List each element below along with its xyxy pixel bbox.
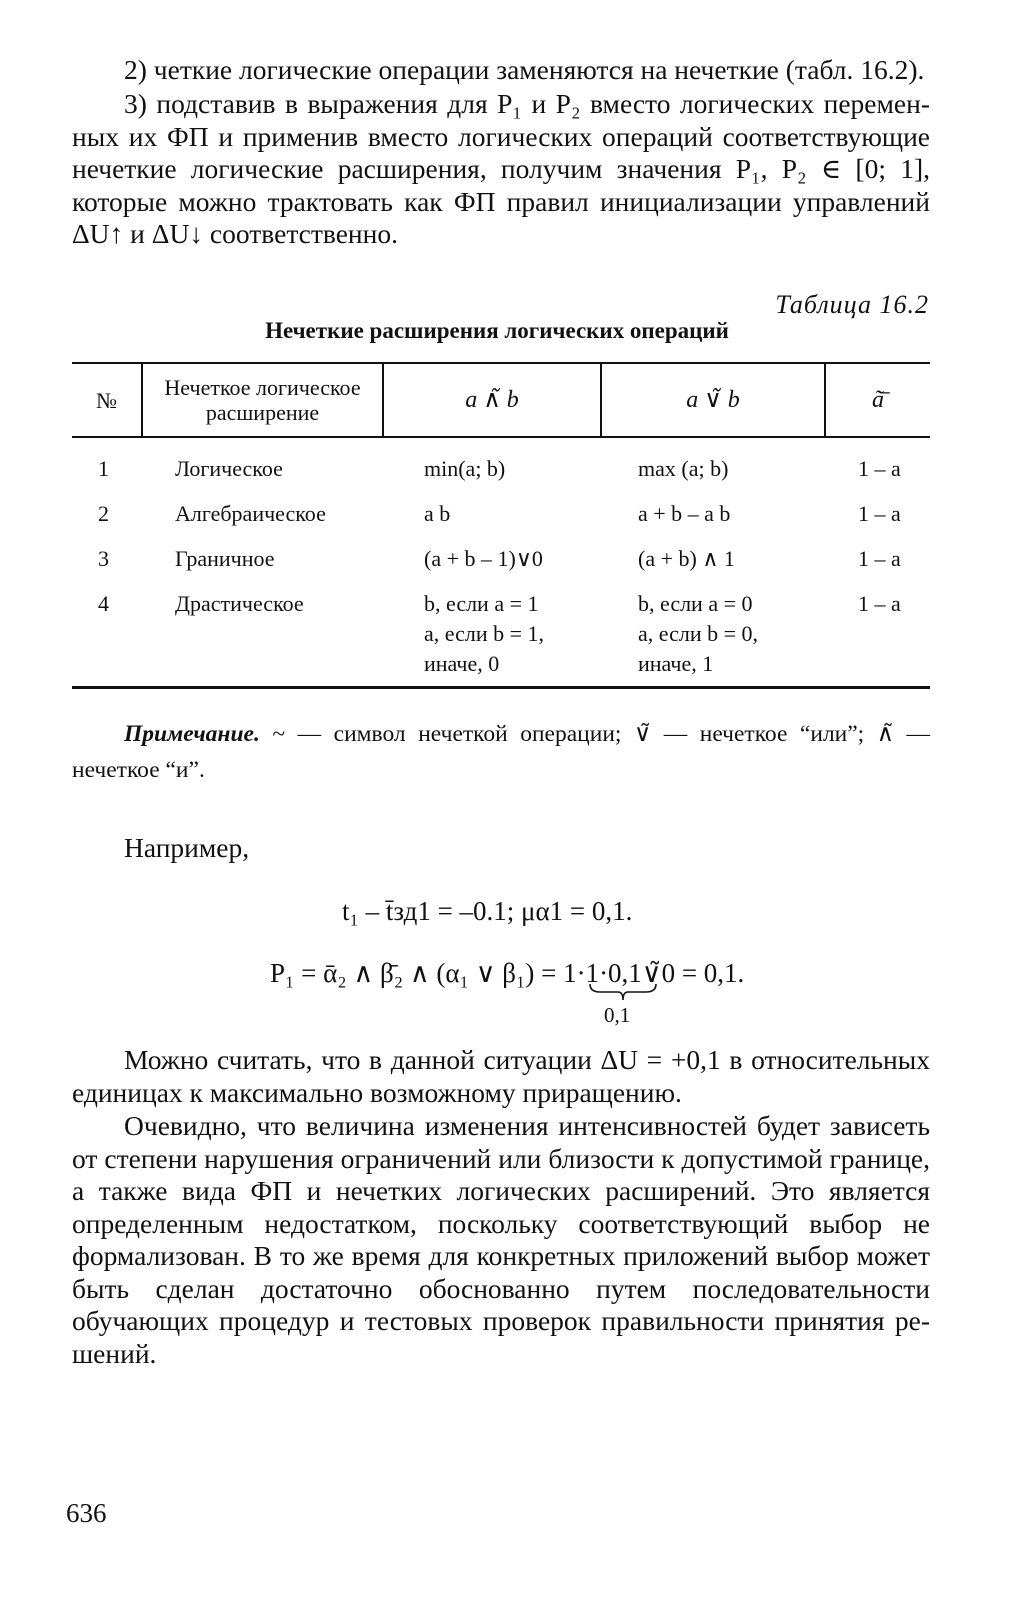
paragraph-discussion: [72, 1110, 930, 1370]
paragraph-text: Очевидно, что величина изменения интенсивностей будет зависеть от степени нарушения ограничений или близости к допустимой границе, а также вида ФП и нечетких логических расширений. Это является определенным недостатком, поскольку соответствующий выбор не формализован. В то же время для конкретных приложений выбор может быть сделан достаточно обоснованно путем последовательности обучающих процедур и тестовых проверок правильности принятия решений.: [72, 1110, 930, 1369]
row-number: 1: [98, 456, 109, 481]
row-not: 1 – a: [858, 546, 901, 571]
row-and-line: b, если a = 1: [424, 591, 539, 616]
row-or-line: иначе, 1: [638, 651, 714, 676]
equation-2: P₁ = ᾱ₂ ∧ β̄₂ ∧ (α₁ ∨ β₁) = 1·1·0,1∨̃0 = 0,1.: [270, 958, 745, 988]
row-not: 1 – a: [858, 501, 901, 526]
paragraph-item-2: [72, 54, 930, 87]
header-extension: Нечеткое логическое расширение: [164, 375, 361, 425]
row-not: 1 – a: [858, 456, 901, 481]
table-caption: Таблица 16.2: [775, 290, 929, 319]
note-label: Примечание.: [124, 721, 260, 747]
header-not: [826, 364, 930, 436]
row-and-line: a, если b = 1,: [424, 621, 545, 646]
header-number: №: [96, 387, 117, 413]
header-and-text: a ∧̃ b: [465, 386, 519, 413]
table-title: Нечеткие расширения логических операций: [265, 318, 729, 343]
row-name: Драстическое: [175, 591, 304, 616]
example-intro: Например,: [124, 832, 250, 863]
row-and: min(a; b): [424, 456, 506, 481]
row-or: a + b – a b: [638, 501, 731, 526]
table-bottom-rule: [72, 686, 930, 689]
row-and-line: иначе, 0: [424, 651, 500, 676]
table-note: [72, 716, 930, 788]
header-not-text: ã̄: [872, 386, 884, 413]
row-or-line: b, если a = 0: [638, 591, 753, 616]
row-or: max (a; b): [638, 456, 729, 481]
row-or-line: a, если b = 0,: [638, 621, 759, 646]
row-name: Алгебраическое: [175, 501, 326, 526]
row-and: (a + b – 1)∨0: [424, 546, 543, 571]
row-name: Граничное: [175, 546, 275, 571]
table-header-rule: [72, 436, 930, 438]
header-and: [384, 364, 600, 436]
row-and: a b: [424, 501, 451, 526]
paragraph-text: 2) четкие логические операции заменяются на нечеткие (табл. 16.2).: [124, 54, 925, 85]
row-or: (a + b) ∧ 1: [638, 546, 735, 571]
paragraph-conclusion: [72, 1044, 930, 1109]
underbrace-icon: [588, 982, 658, 1002]
note-text: ~ — символ нечеткой операции; ∨̃ — нечеткое “или”; ∧̃ — нечеткое “и”.: [72, 721, 930, 783]
underbrace-label: 0,1: [604, 1003, 631, 1027]
paragraph-text: Можно считать, что в данной ситуации ΔU = +0,1 в относительных единицах к максимально возможному приращению.: [72, 1044, 930, 1108]
row-name: Логическое: [175, 456, 283, 481]
header-or-text: a ∨̃ b: [686, 386, 740, 413]
row-number: 4: [98, 591, 109, 616]
row-number: 3: [98, 546, 109, 571]
page-number: 636: [66, 1498, 107, 1528]
header-or: [602, 364, 824, 436]
paragraph-item-3: [72, 88, 930, 251]
paragraph-text: 3) подставив в выражения для P₁ и P₂ вместо логических переменных их ФП и применив вместо логических операций соответствующие нечеткие логические расширения, получим значения P₁, P₂ ∈ [0; 1], которые можно трактовать как ФП правил инициализации управлений ΔU↑ и ΔU↓ соответственно.: [72, 88, 930, 249]
row-number: 2: [98, 501, 109, 526]
equation-1: t₁ – t̄зд1 = –0.1; μα1 = 0,1.: [342, 896, 633, 926]
row-not: 1 – a: [858, 591, 901, 616]
